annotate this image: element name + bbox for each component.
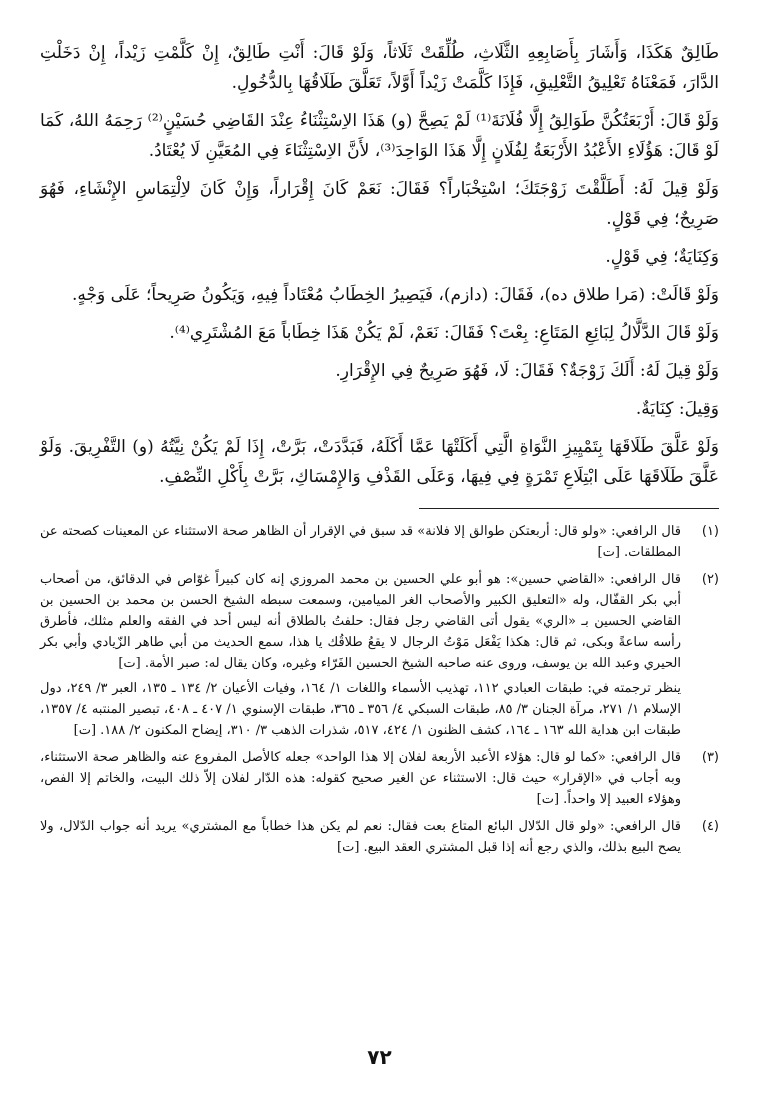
footnote-number: (١) <box>701 524 719 539</box>
footnote <box>40 569 719 741</box>
footnote <box>40 747 719 810</box>
footnote-number: (٣) <box>701 750 719 765</box>
footnote-references: ينظر ترجمته في: طبقات العبادي ١١٢، تهذيب الأسماء واللغات ١/ ١٦٤، وفيات الأعيان ٢/ ١٣٤ ـ ١٣٥، العبر ٣/ ٢٤٩، دول الإسلام ١/ ٢٧١، مرآة الجنان ٣/ ٨٥، طبقات السبكي ٤/ ٣٥٦ ـ ٣٦٥، طبقات الإسنوي ١/ ٤٠٧ ـ ٤٠٨، تبصير المنتبه ٤/ ١٣٥٧، طبقات ابن هداية الله ١٦٣ ـ ١٦٤، كشف الظنون ١/ ٤٢٤، ٥١٧، شذرات الذهب ٣/ ٣١٠، إيضاح المكنون ٢/ ١٨٨. [ت] <box>40 681 682 738</box>
footnote-separator <box>419 508 719 509</box>
footnote <box>40 521 719 563</box>
paragraph: وَلَوْ قِيلَ لَهُ: أَطَلَّقْتَ زَوْجَتَكَ؛ اسْتِخْبَاراً؟ فَقَالَ: نَعَمْ كَانَ إِقْرَاراً، وَإِنْ كَانَ لاِلْتِمَاسِ الإِنْشَاءِ، فَهُوَ صَرِيحٌ؛ فِي قَوْلٍ. <box>40 179 719 229</box>
footnote-number: (٢) <box>701 572 719 587</box>
footnote-text: قال الرافعي: «ولو قال الدّلال البائع المتاع بعت فقال: نعم لم يكن هذا خطاباً مع المشتري» يريد أنه جواب الدّلال، ولا يصح البيع بذلك، والذي رجع أنه إذا قبل المشتري العقد البيع. [ت] <box>40 819 681 855</box>
paragraph: وَلَوْ قَالَتْ: (مَرا طلاق ده)، فَقَالَ: (دازم)، فَيَصِيرُ الخِطَابُ مُعْتَاداً فِيهِ، وَيَكُونُ صَرِيحاً؛ عَلَى وَجْهٍ. <box>72 285 719 305</box>
paragraph: وَكِنَايَةٌ؛ فِي قَوْلٍ. <box>605 247 719 267</box>
footnote-text: قال الرافعي: «كما لو قال: هؤلاء الأعبد الأربعة لفلان إلا هذا الواحد» جعله كالأصل المفروع عنه والظاهر صحة الاستثناء، وبه أجاب في «الإقرار» حيث قال: الاستثناء عن الغير صحيح كقوله: هذه الدّار لفلان إلاّ ذلك البيت، والخاتم إلا الفص، وهؤلاء العبيد إلا واحداً. [ت] <box>40 750 681 807</box>
paragraph: وَلَوْ قَالَ: أَرْبَعَتُكُنَّ طَوَالِقُ إِلَّا فُلَانَةَ⁽¹⁾ لَمْ يَصِحَّ (و) هَذَا الاِسْتِثْنَاءُ عِنْدَ القَاضِي حُسَيْنٍ⁽²⁾ رَحِمَهُ اللهُ، كَمَا لَوْ قَالَ: هَؤُلَاءِ الأَعْبُدُ الأَرْبَعَةُ لِفُلَانٍ إِلَّا هَذَا الوَاحِدَ⁽³⁾، لأَنَّ الاِسْتِثْنَاءَ فِي المُعَيَّنِ لَا يُعْتَادُ. <box>40 111 719 161</box>
main-text <box>40 38 719 492</box>
footnote <box>40 816 719 858</box>
footnote-number: (٤) <box>701 819 719 834</box>
footnotes <box>40 521 719 858</box>
paragraph: وَلَوْ عَلَّقَ طَلَاقَهَا بِتَمْيِيزِ النَّوَاةِ الَّتِي أَكَلَتْهَا عَمَّا أَكَلَهُ، فَبَدَّدَتْ، بَرَّتْ، إِذَا لَمْ يَكُنْ نِيَّتُهُ (و) التَّفْرِيقَ. وَلَوْ عَلَّقَ طَلَاقَهَا عَلَى ابْتِلَاعِ تَمْرَةٍ فِي فِيهَا، وَعَلَى القَذْفِ وَالإِمْسَاكِ، بَرَّتْ بِأَكْلِ النِّصْفِ. <box>40 437 719 487</box>
paragraph: وَقِيلَ: كِنَايَةٌ. <box>635 399 719 419</box>
page-number: ٧٢ <box>367 1045 392 1069</box>
paragraph: وَلَوْ قَالَ الدَّلَّالُ لِبَائِعِ المَتَاعِ: بِعْتَ؟ فَقَالَ: نَعَمْ، لَمْ يَكُنْ هَذَا خِطَاباً مَعَ المُشْتَرِي⁽⁴⁾. <box>169 323 719 343</box>
footnote-text: قال الرافعي: «ولو قال: أربعتكن طوالق إلا فلانة» قد سبق في الإقرار أن الظاهر صحة الاستثناء عن المعينات كصحته عن المطلقات. [ت] <box>40 524 681 560</box>
paragraph: طَالِقٌ هَكَذَا، وَأَشَارَ بِأَصَابِعِهِ الثَّلَاثِ، طُلِّقَتْ ثَلَاثاً، وَلَوْ قَالَ: أَنْتِ طَالِقٌ، إِنْ كَلَّمْتِ زَيْداً، إِنْ دَخَلْتِ الدَّارَ، فَمَعْنَاهُ تَعْلِيقُ التَّعْلِيقِ، فَإِذَا كَلَّمَتْ زَيْداً أَوَّلاً، تَعَلَّقَ طَلَاقُهَا بِالدُّخُولِ. <box>40 43 719 93</box>
footnote-text: قال الرافعي: «القاضي حسين»: هو أبو علي الحسين بن محمد المروزي إنه كان كبيراً غوّاص في الدقائق، من أصحاب أبي بكر القفّال، وله «التعليق الكبير والأصحاب الغر الميامين، وسمعت سبطه الشيخ الحسن بن محمد بن الحسين بن القاضي الحسين بـ «الري» يقول أتى القاضي رجل فقال: حلفتُ بالطلاق أنه ليس أحد في الفقه والعلم مثلك، فأطرق رأسه ساعةً وبكى، ثم قال: هكذا يَفْعَل مَوْتُ الرجال لا يقعُ طلاقُك يا هذا، سمع الحديث من أبي طاهر الزّيادي وأبي بكر الحيري وعبد الله بن يوسف، وروى عنه صاحبه الشيخ الحسين الفَرّاء وغيره، وكان يقال له: صبر الأمة. [ت] <box>40 572 681 671</box>
paragraph: وَلَوْ قِيلَ لَهُ: أَلَكَ زَوْجَةٌ؟ فَقَالَ: لَا، فَهُوَ صَرِيحٌ فِي الإِقْرَارِ. <box>335 361 719 381</box>
